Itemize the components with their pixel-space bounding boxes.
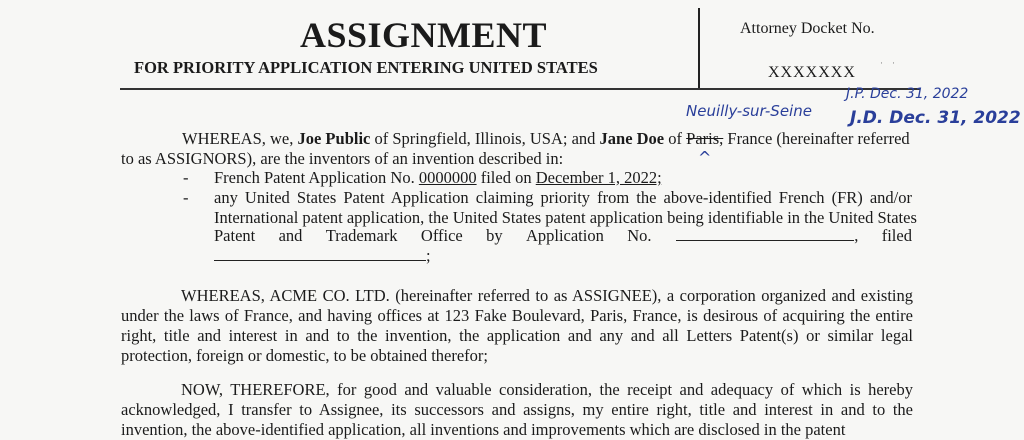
whereas1-line1 — [182, 129, 910, 149]
now-therefore-paragraph — [121, 380, 913, 440]
bullet2-line1: any United States Patent Application claiming priority from the above-identified French (FR) and/or — [214, 188, 912, 207]
application-number-field — [627, 226, 858, 246]
bullet2-line4 — [214, 246, 431, 266]
text-run: , — [854, 226, 859, 245]
bullet2-line2: International patent application, the United States patent application being identifiable in the United States — [214, 208, 917, 227]
text-run: Office — [420, 226, 463, 245]
docket-label: Attorney Docket No. — [740, 20, 875, 37]
application-number: 0000000 — [418, 168, 477, 187]
filing-date: December 1, 2022; — [535, 168, 662, 187]
text-run: Trademark — [325, 226, 398, 245]
whereas2-paragraph — [121, 286, 913, 366]
assignor-name-2: Jane Doe — [599, 129, 665, 148]
text-run: by — [486, 226, 503, 245]
struck-text: Paris, — [686, 129, 724, 148]
stray-mark: · · — [880, 58, 895, 68]
assignor-name-1: Joe Public — [297, 129, 371, 148]
whereas1-line2: to as ASSIGNORS), are the inventors of an invention described in: — [121, 149, 564, 168]
blank-line — [214, 246, 426, 261]
handwritten-initials-jd: J.D. Dec. 31, 2022 — [850, 108, 1021, 128]
text-run: filed — [881, 226, 912, 245]
bullet-dash: - — [183, 188, 189, 207]
bullet-dash: - — [183, 168, 189, 187]
text-run: of — [664, 129, 687, 148]
text-run: of Springfield, Illinois, USA; and — [370, 129, 600, 148]
text-run: Application — [525, 226, 604, 245]
header-horizontal-divider — [120, 88, 920, 90]
bullet1-text — [214, 168, 662, 188]
document-subtitle: FOR PRIORITY APPLICATION ENTERING UNITED STATES — [134, 58, 598, 77]
text-run: French Patent Application No. — [214, 168, 419, 187]
bullet2-line3 — [214, 226, 912, 246]
handwritten-insert-caret: ^ — [698, 148, 712, 167]
docket-value: XXXXXXX — [768, 64, 856, 81]
document-title: ASSIGNMENT — [300, 15, 548, 55]
handwritten-place: Neuilly-sur-Seine — [686, 102, 812, 120]
now-therefore-text: NOW, THEREFORE, for good and valuable consideration, the receipt and adequacy of which is hereby acknowledged, I transfer to Assignee, its successors and assigns, my entire right, title and interest in and to the invention, the above-identified application, all inventions and improvements which are disclosed in the patent — [121, 380, 913, 439]
text-run: ; — [426, 246, 431, 265]
blank-line — [676, 226, 854, 241]
text-run: and — [278, 226, 303, 245]
text-run: WHEREAS, we, — [182, 129, 298, 148]
text-run: France (hereinafter referred — [723, 129, 910, 148]
text-run: No. — [627, 226, 652, 245]
handwritten-initials-jp: J.P. Dec. 31, 2022 — [846, 86, 969, 102]
whereas2-text: WHEREAS, ACME CO. LTD. (hereinafter referred to as ASSIGNEE), a corporation organized and existing under the laws of France, and having offices at 123 Fake Boulevard, Paris, France, is desirous of acquiring the entire right, title and interest in and to the invention, the application and any and all Letters Patent(s) or similar legal protection, foreign or domestic, to be obtained therefor; — [121, 286, 913, 365]
header-vertical-divider — [698, 8, 700, 90]
text-run: Patent — [214, 226, 256, 245]
text-run: filed on — [476, 168, 536, 187]
